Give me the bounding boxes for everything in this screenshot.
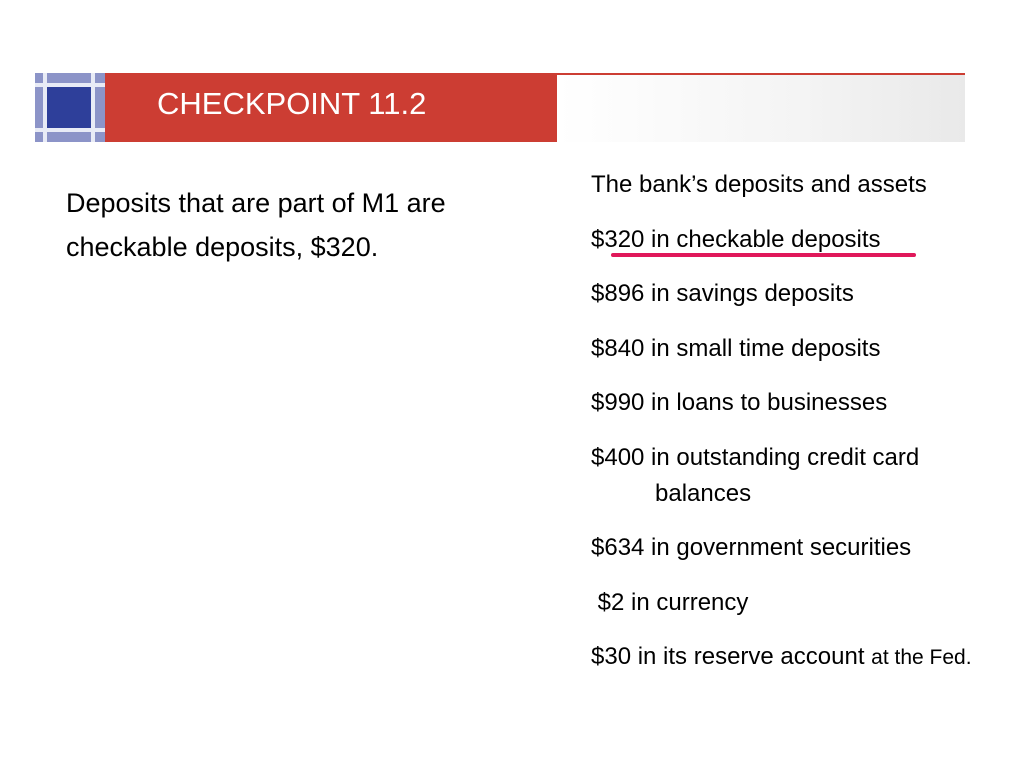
list-item: $634 in government securities [591, 534, 912, 561]
list-item: $896 in savings deposits [591, 280, 854, 307]
header-rule [557, 73, 965, 75]
highlight-underline [611, 253, 916, 257]
list-item: $320 in checkable deposits [591, 225, 881, 253]
list-item: $2 in currency [591, 588, 749, 616]
deposits-list [591, 167, 1011, 695]
list-item: $400 in outstanding credit card balances [591, 443, 920, 507]
answer-text: Deposits that are part of M1 are checkable deposits, $320. [66, 188, 446, 262]
title-bar [105, 73, 557, 142]
list-item-main: $30 in its reserve account [591, 643, 865, 670]
list-item [591, 639, 1011, 676]
list-item-tail: at the Fed. [871, 646, 972, 669]
list-item: $840 in small time deposits [591, 334, 881, 362]
header-banner [35, 73, 965, 142]
page-title: CHECKPOINT 11.2 [157, 86, 427, 121]
list-heading: The bank’s deposits and assets [591, 171, 927, 198]
header-fade [557, 73, 965, 142]
logo-squares-icon [35, 73, 105, 142]
list-item: $990 in loans to businesses [591, 389, 888, 416]
